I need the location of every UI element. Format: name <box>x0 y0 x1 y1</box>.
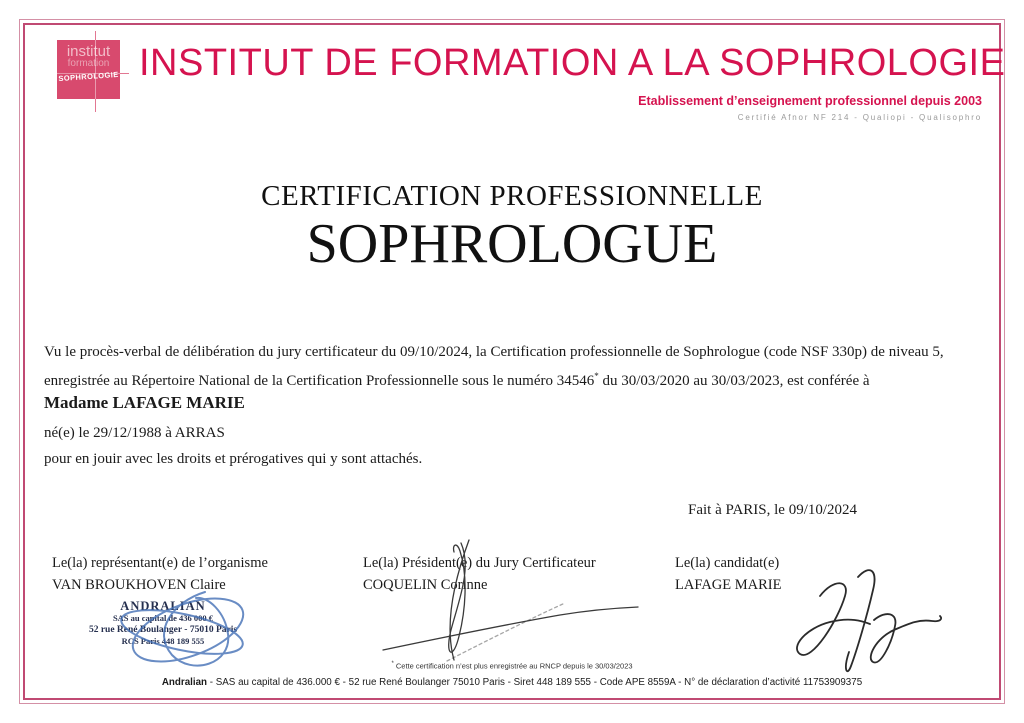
logo-tick-bottom <box>95 99 96 112</box>
signature-block-candidate <box>675 552 781 596</box>
rncp-footnote <box>0 661 1024 671</box>
president-name: COQUELIN Corinne <box>363 577 488 593</box>
stamp-address: 52 rue René Boulanger - 75010 Paris <box>88 625 238 635</box>
decree-paragraph <box>44 340 944 393</box>
company-stamp <box>78 599 248 647</box>
certification-kicker: CERTIFICATION PROFESSIONNELLE <box>261 180 763 212</box>
signature-block-president <box>363 552 596 596</box>
institut-sophrologie-logo <box>57 40 120 99</box>
decree-line2-after-ref: du 30/03/2020 au 30/03/2023, est conférée à <box>598 373 870 389</box>
candidate-role: Le(la) candidat(e) <box>675 555 780 571</box>
certificate-title: SOPHROLOGUE <box>306 213 718 275</box>
stamp-company-name: ANDRALIAN <box>120 599 206 613</box>
logo-word-institut: institut <box>66 43 111 60</box>
logo-word-sophrologie: SOPHROLOGIE <box>58 69 119 84</box>
organization-certifications: Certifié Afnor NF 214 - Qualiopi - Qualisophro <box>737 113 982 122</box>
issue-place-date: Fait à PARIS, le 09/10/2024 <box>688 502 858 518</box>
legal-company-name: Andralian <box>161 677 208 688</box>
representative-name: VAN BROUKHOVEN Claire <box>52 577 226 593</box>
logo-tick-right <box>120 73 129 74</box>
organization-subtitle: Etablissement d’enseignement professionnel depuis 2003 <box>638 94 982 108</box>
footnote-mark: * <box>391 661 394 667</box>
decree-paragraph-line1: Vu le procès-verbal de délibération du jury certificateur du 09/10/2024, la Certification professionnelle de Sophrologue (code NSF 330p) de niveau 5, <box>44 344 944 360</box>
stamp-capital: SAS au capital de 436 000 € <box>112 613 214 623</box>
signature-block-representative <box>52 552 268 596</box>
candidate-name: LAFAGE MARIE <box>675 577 782 593</box>
logo-grid-vline <box>95 40 96 99</box>
president-role: Le(la) Président(e) du Jury Certificateur <box>363 555 596 571</box>
decree-line2-before-ref: enregistrée au Répertoire National de la Certification Professionnelle sous le numéro 34546 <box>44 373 595 389</box>
reference-mark: * <box>594 371 599 381</box>
stamp-rcs: RCS Paris 448 189 555 <box>121 636 205 646</box>
footnote-text: Cette certification n’est plus enregistrée au RNCP depuis le 30/03/2023 <box>393 661 633 671</box>
rights-statement: pour en jouir avec les droits et prérogatives qui y sont attachés. <box>44 451 423 467</box>
representative-role: Le(la) représentant(e) de l’organisme <box>52 555 268 571</box>
recipient-name: Madame LAFAGE MARIE <box>44 393 245 412</box>
legal-details: - SAS au capital de 436.000 € - 52 rue René Boulanger 75010 Paris - Siret 448 189 555 - Code APE 8559A - N° de déclaration d’activité 11753909375 <box>207 677 863 688</box>
logo-word-formation: formation <box>67 58 110 69</box>
legal-footer <box>0 677 1024 688</box>
recipient-birth-info: né(e) le 29/12/1988 à ARRAS <box>44 425 225 441</box>
decree-paragraph-line2 <box>44 364 944 393</box>
organization-title: INSTITUT DE FORMATION A LA SOPHROLOGIE <box>139 42 1006 84</box>
candidate-signature-cursive <box>797 570 941 671</box>
logo-tick-top <box>95 31 96 40</box>
